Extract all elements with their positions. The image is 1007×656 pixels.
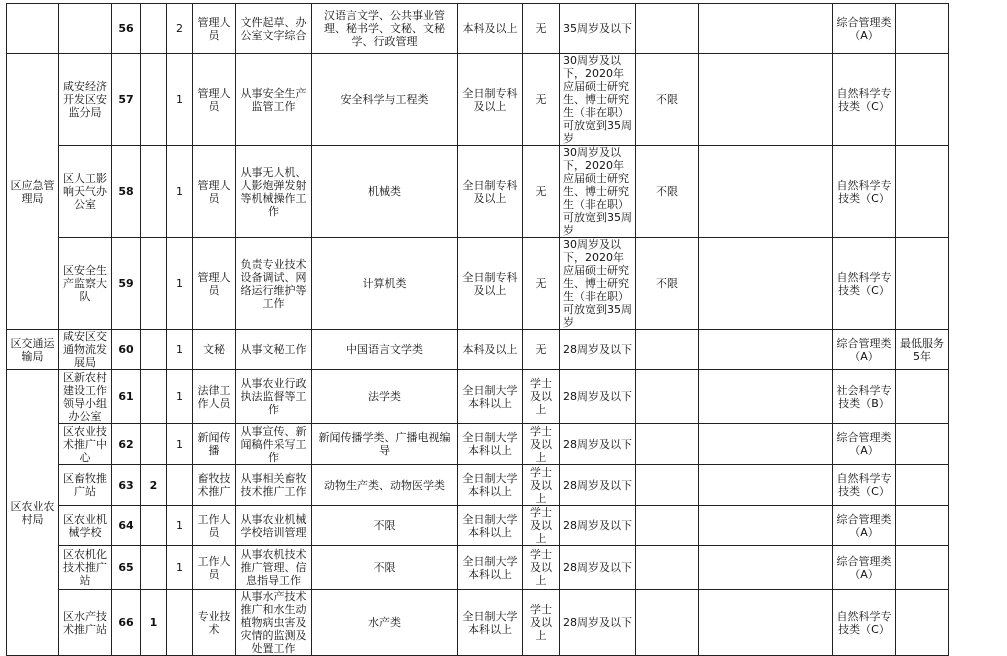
major-cell: 不限: [312, 506, 458, 546]
category-cell: 综合管理类（A）: [833, 424, 896, 465]
post-code-cell: 63: [112, 465, 141, 506]
degree-cell: 学士及以上: [523, 546, 560, 590]
political-cell: [636, 370, 699, 424]
age-cell: 30周岁及以下，2020年应届硕士研究生、博士研究生（非在职）可放宽到35周岁: [560, 146, 636, 238]
note-cell: [896, 146, 949, 238]
major-cell: 水产类: [312, 590, 458, 656]
category-cell: 综合管理类（A）: [833, 330, 896, 370]
table-row: [7, 506, 949, 546]
education-cell: 全日制专科及以上: [458, 238, 523, 330]
table-row: [7, 54, 949, 146]
note-cell: [896, 590, 949, 656]
note-cell: [896, 54, 949, 146]
count-b-cell: 1: [167, 546, 193, 590]
post-name-cell: 法律工作人员: [193, 370, 236, 424]
unit-cell: 区人工影响天气办公室: [59, 146, 112, 238]
education-cell: 全日制专科及以上: [458, 146, 523, 238]
count-b-cell: 1: [167, 146, 193, 238]
age-cell: 28周岁及以下: [560, 506, 636, 546]
major-cell: 中国语言文学类: [312, 330, 458, 370]
count-b-cell: 1: [167, 54, 193, 146]
political-cell: [636, 330, 699, 370]
education-cell: 全日制专科及以上: [458, 54, 523, 146]
political-cell: 不限: [636, 54, 699, 146]
note-cell: [896, 506, 949, 546]
other-req-cell: [699, 370, 833, 424]
unit-cell: [59, 4, 112, 54]
post-name-cell: 工作人员: [193, 506, 236, 546]
unit-cell: 区农业机械学校: [59, 506, 112, 546]
count-a-cell: [141, 4, 167, 54]
post-name-cell: 管理人员: [193, 146, 236, 238]
duty-cell: 从事农业机械学校培训管理: [236, 506, 312, 546]
post-code-cell: 58: [112, 146, 141, 238]
degree-cell: 无: [523, 4, 560, 54]
age-cell: 30周岁及以下，2020年应届硕士研究生、博士研究生（非在职）可放宽到35周岁: [560, 54, 636, 146]
count-a-cell: [141, 370, 167, 424]
note-cell: 最低服务5年: [896, 330, 949, 370]
age-cell: 28周岁及以下: [560, 465, 636, 506]
post-code-cell: 56: [112, 4, 141, 54]
other-req-cell: [699, 54, 833, 146]
age-cell: 28周岁及以下: [560, 330, 636, 370]
count-b-cell: 1: [167, 238, 193, 330]
count-b-cell: 1: [167, 370, 193, 424]
unit-cell: 区畜牧推广站: [59, 465, 112, 506]
count-b-cell: [167, 590, 193, 656]
education-cell: 全日制大学本科以上: [458, 465, 523, 506]
major-cell: 不限: [312, 546, 458, 590]
post-name-cell: 工作人员: [193, 546, 236, 590]
post-code-cell: 62: [112, 424, 141, 465]
degree-cell: 无: [523, 54, 560, 146]
education-cell: 全日制大学本科以上: [458, 546, 523, 590]
count-a-cell: [141, 238, 167, 330]
education-cell: 全日制大学本科以上: [458, 370, 523, 424]
major-cell: 机械类: [312, 146, 458, 238]
note-cell: [896, 370, 949, 424]
table-row: [7, 4, 949, 54]
unit-cell: 咸安经济开发区安监分局: [59, 54, 112, 146]
other-req-cell: [699, 330, 833, 370]
major-cell: 法学类: [312, 370, 458, 424]
degree-cell: 无: [523, 146, 560, 238]
post-code-cell: 59: [112, 238, 141, 330]
post-code-cell: 60: [112, 330, 141, 370]
count-a-cell: 2: [141, 465, 167, 506]
post-name-cell: 文秘: [193, 330, 236, 370]
category-cell: 自然科学专技类（C）: [833, 590, 896, 656]
note-cell: [896, 4, 949, 54]
post-code-cell: 57: [112, 54, 141, 146]
other-req-cell: [699, 238, 833, 330]
post-name-cell: 管理人员: [193, 54, 236, 146]
age-cell: 28周岁及以下: [560, 546, 636, 590]
table-row: [7, 146, 949, 238]
unit-cell: 区水产技术推广站: [59, 590, 112, 656]
table-row: [7, 370, 949, 424]
post-name-cell: 专业技术: [193, 590, 236, 656]
post-name-cell: 管理人员: [193, 4, 236, 54]
count-a-cell: 1: [141, 590, 167, 656]
other-req-cell: [699, 546, 833, 590]
dept-cell: 区农业农村局: [7, 370, 59, 656]
count-a-cell: [141, 54, 167, 146]
count-a-cell: [141, 424, 167, 465]
duty-cell: 从事水产技术推广和水生动植物病虫害及灾情的监测及处置工作: [236, 590, 312, 656]
major-cell: 动物生产类、动物医学类: [312, 465, 458, 506]
unit-cell: 区农机化技术推广站: [59, 546, 112, 590]
category-cell: 自然科学专技类（C）: [833, 54, 896, 146]
post-code-cell: 64: [112, 506, 141, 546]
major-cell: 计算机类: [312, 238, 458, 330]
count-b-cell: 1: [167, 506, 193, 546]
duty-cell: 从事农业行政执法监督等工作: [236, 370, 312, 424]
dept-cell: [7, 4, 59, 54]
education-cell: 本科及以上: [458, 4, 523, 54]
table-row: [7, 590, 949, 656]
count-a-cell: [141, 146, 167, 238]
education-cell: 全日制大学本科以上: [458, 424, 523, 465]
degree-cell: 学士及以上: [523, 465, 560, 506]
post-name-cell: 新闻传播: [193, 424, 236, 465]
table-row: [7, 330, 949, 370]
degree-cell: 无: [523, 238, 560, 330]
count-a-cell: [141, 506, 167, 546]
note-cell: [896, 238, 949, 330]
category-cell: 自然科学专技类（C）: [833, 146, 896, 238]
post-code-cell: 65: [112, 546, 141, 590]
duty-cell: 从事无人机、人影炮弹发射等机械操作工作: [236, 146, 312, 238]
unit-cell: 区农业技术推广中心: [59, 424, 112, 465]
count-a-cell: [141, 546, 167, 590]
duty-cell: 从事文秘工作: [236, 330, 312, 370]
count-b-cell: 2: [167, 4, 193, 54]
degree-cell: 学士及以上: [523, 424, 560, 465]
political-cell: [636, 424, 699, 465]
other-req-cell: [699, 465, 833, 506]
post-code-cell: 66: [112, 590, 141, 656]
major-cell: 安全科学与工程类: [312, 54, 458, 146]
post-name-cell: 管理人员: [193, 238, 236, 330]
education-cell: 本科及以上: [458, 330, 523, 370]
age-cell: 28周岁及以下: [560, 590, 636, 656]
note-cell: [896, 546, 949, 590]
duty-cell: 文件起草、办公室文字综合: [236, 4, 312, 54]
political-cell: [636, 4, 699, 54]
education-cell: 全日制大学本科以上: [458, 506, 523, 546]
degree-cell: 学士及以上: [523, 370, 560, 424]
other-req-cell: [699, 4, 833, 54]
duty-cell: 负责专业技术设备调试、网络运行维护等工作: [236, 238, 312, 330]
degree-cell: 学士及以上: [523, 590, 560, 656]
political-cell: 不限: [636, 146, 699, 238]
age-cell: 28周岁及以下: [560, 370, 636, 424]
other-req-cell: [699, 506, 833, 546]
dept-cell: 区应急管理局: [7, 54, 59, 330]
unit-cell: 区新农村建设工作领导小组办公室: [59, 370, 112, 424]
table-row: [7, 465, 949, 506]
major-cell: 汉语言文学、公共事业管理、秘书学、文秘、文秘学、行政管理: [312, 4, 458, 54]
education-cell: 全日制大学本科以上: [458, 590, 523, 656]
degree-cell: 无: [523, 330, 560, 370]
post-code-cell: 61: [112, 370, 141, 424]
table-row: [7, 546, 949, 590]
duty-cell: 从事农机技术推广管理、信息指导工作: [236, 546, 312, 590]
duty-cell: 从事宣传、新闻稿件采写工作: [236, 424, 312, 465]
post-name-cell: 畜牧技术推广: [193, 465, 236, 506]
other-req-cell: [699, 146, 833, 238]
category-cell: 综合管理类（A）: [833, 4, 896, 54]
category-cell: 综合管理类（A）: [833, 546, 896, 590]
political-cell: [636, 506, 699, 546]
table-row: [7, 238, 949, 330]
duty-cell: 从事相关畜牧技术推广工作: [236, 465, 312, 506]
unit-cell: 咸安区交通物流发展局: [59, 330, 112, 370]
political-cell: 不限: [636, 238, 699, 330]
table-row: [7, 424, 949, 465]
count-a-cell: [141, 330, 167, 370]
other-req-cell: [699, 590, 833, 656]
category-cell: 自然科学专技类（C）: [833, 465, 896, 506]
age-cell: 30周岁及以下，2020年应届硕士研究生、博士研究生（非在职）可放宽到35周岁: [560, 238, 636, 330]
major-cell: 新闻传播学类、广播电视编导: [312, 424, 458, 465]
count-b-cell: [167, 465, 193, 506]
count-b-cell: 1: [167, 424, 193, 465]
political-cell: [636, 590, 699, 656]
recruitment-table: [6, 3, 949, 656]
political-cell: [636, 546, 699, 590]
other-req-cell: [699, 424, 833, 465]
note-cell: [896, 465, 949, 506]
age-cell: 35周岁及以下: [560, 4, 636, 54]
dept-cell: 区交通运输局: [7, 330, 59, 370]
category-cell: 综合管理类（A）: [833, 506, 896, 546]
political-cell: [636, 465, 699, 506]
duty-cell: 从事安全生产监管工作: [236, 54, 312, 146]
category-cell: 自然科学专技类（C）: [833, 238, 896, 330]
count-b-cell: 1: [167, 330, 193, 370]
category-cell: 社会科学专技类（B）: [833, 370, 896, 424]
unit-cell: 区安全生产监察大队: [59, 238, 112, 330]
degree-cell: 学士及以上: [523, 506, 560, 546]
note-cell: [896, 424, 949, 465]
age-cell: 28周岁及以下: [560, 424, 636, 465]
